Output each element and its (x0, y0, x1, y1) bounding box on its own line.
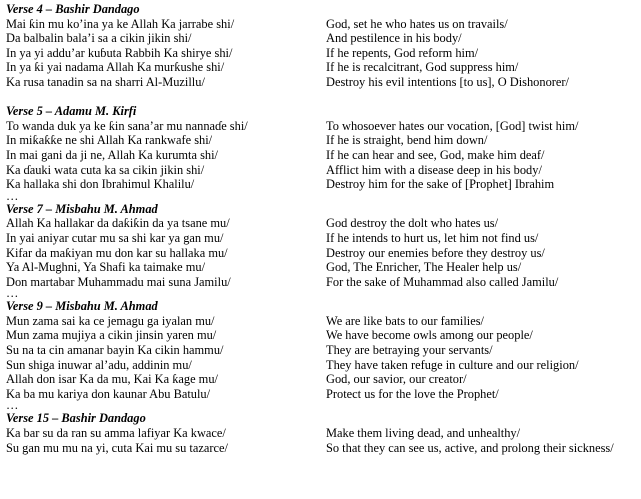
hausa-text: Allah don isar Ka da mu, Kai Ka ƙage mu/ (6, 372, 218, 387)
english-translation: We are like bats to our families/ (326, 313, 484, 328)
english-translation: We have become owls among our people/ (326, 328, 533, 343)
hausa-text: In mai gani da ji ne, Allah Ka kurumta shi/ (6, 147, 218, 162)
hausa-text: Don martabar Muhammadu mai suna Jamilu/ (6, 274, 231, 289)
english-translation: Make them living dead, and unhealthy/ (326, 426, 521, 441)
hausa-text: Ka ba mu kariya don kaunar Abu Batulu/ (6, 386, 211, 401)
hausa-text: Su na ta cin amanar bayin Ka cikin hammu/ (6, 343, 224, 358)
verse-line (6, 314, 639, 329)
ellipsis: … (6, 188, 19, 203)
english-translation: Protect us for the love the Prophet/ (326, 386, 499, 401)
english-translation: And pestilence in his body/ (326, 31, 462, 46)
hausa-text: In miƙaƙƙe ne shi Allah Ka rankwafe shi/ (6, 133, 213, 148)
verse-line (6, 31, 639, 46)
hausa-text: To wanda duk ya ke ƙin sana’ar mu nannaɗe shi/ (6, 118, 248, 133)
verse-line (6, 246, 639, 261)
hausa-text: Kifar da maƙiyan mu don kar su hallaka mu/ (6, 245, 228, 260)
english-translation: Destroy him for the sake of [Prophet] Ibrahim (326, 177, 555, 192)
english-translation: If he intends to hurt us, let him not find us/ (326, 230, 539, 245)
verse-line (6, 177, 639, 192)
english-translation: They have taken refuge in culture and our religion/ (326, 357, 579, 372)
english-translation: So that they can see us, active, and prolong their sickness/ (326, 440, 614, 455)
english-translation: To whosoever hates our vocation, [God] twist him/ (326, 118, 579, 133)
hausa-text: Ka rusa tanadin sa na sharri Al-Muzillu/ (6, 74, 205, 89)
english-translation: Destroy his evil intentions [to us], O Dishonorer/ (326, 74, 569, 89)
english-translation: God, set he who hates us on travails/ (326, 16, 508, 31)
english-translation: If he can hear and see, God, make him deaf/ (326, 147, 545, 162)
verse-line (6, 260, 639, 275)
verse-line (6, 60, 639, 75)
english-translation: God, our savior, our creator/ (326, 372, 467, 387)
hausa-text: Su gan mu mu na yi, cuta Kai mu su tazarce/ (6, 440, 228, 455)
verse-heading: Verse 9 – Misbahu M. Ahmad (6, 299, 158, 314)
blank-line (6, 90, 639, 105)
english-translation: If he repents, God reform him/ (326, 45, 479, 60)
hausa-text: Ka ɗauki wata cuta ka sa cikin jikin shi/ (6, 162, 205, 177)
hausa-text: Sun shiga inuwar al’adu, addinin mu/ (6, 357, 192, 372)
verse-line (6, 372, 639, 387)
english-translation: For the sake of Muhammad also called Jamilu/ (326, 274, 559, 289)
verse-heading: Verse 5 – Adamu M. Kirfi (6, 104, 137, 119)
hausa-text: Mun zama mujiya a cikin jinsin yaren mu/ (6, 328, 217, 343)
english-translation: Destroy our enemies before they destroy us/ (326, 245, 545, 260)
verse-line (6, 46, 639, 61)
verse-line (6, 441, 639, 456)
verse-line (6, 343, 639, 358)
verse-heading: Verse 4 – Bashir Dandago (6, 2, 140, 16)
poem-document (6, 2, 639, 455)
hausa-text: In ya yi addu’ar kuɓuta Rabbih Ka shirye shi/ (6, 45, 233, 60)
verse-line (6, 216, 639, 231)
english-translation: If he is straight, bend him down/ (326, 133, 488, 148)
verse-line (6, 75, 639, 90)
hausa-text: Da balbalin bala’i sa a cikin jikin shi/ (6, 31, 192, 46)
hausa-text: Ka hallaka shi don Ibrahimul Khalilu/ (6, 177, 195, 192)
hausa-text: In yai aniyar cutar mu sa shi kar ya gan mu/ (6, 230, 224, 245)
english-translation: If he is recalcitrant, God suppress him/ (326, 60, 519, 75)
verse-line (6, 275, 639, 290)
hausa-text: Ka bar su da ran su amma lafiyar Ka kwace/ (6, 426, 226, 441)
english-translation: Afflict him with a disease deep in his body/ (326, 162, 542, 177)
hausa-text: Ya Al-Mughni, Ya Shafi ka taimake mu/ (6, 260, 206, 275)
ellipsis: … (6, 286, 19, 301)
verse-line (6, 231, 639, 246)
ellipsis: … (6, 398, 19, 413)
verse-line (6, 133, 639, 148)
verse-line (6, 328, 639, 343)
hausa-text: Allah Ka hallakar da daƙiƙin da ya tsane mu/ (6, 216, 230, 231)
verse-line (6, 148, 639, 163)
verse-heading: Verse 7 – Misbahu M. Ahmad (6, 201, 158, 216)
hausa-text: In ya ƙi yai nadama Allah Ka murƙushe shi/ (6, 60, 225, 75)
hausa-text: Mun zama sai ka ce jemagu ga iyalan mu/ (6, 313, 215, 328)
hausa-text: Mai ƙin mu ko’ina ya ke Allah Ka jarrabe shi/ (6, 16, 235, 31)
verse-line (6, 387, 639, 402)
verse-heading: Verse 15 – Bashir Dandago (6, 411, 146, 426)
verse-line (6, 17, 639, 32)
verse-line (6, 119, 639, 134)
english-translation: They are betraying your servants/ (326, 343, 493, 358)
verse-line (6, 358, 639, 373)
english-translation: God, The Enricher, The Healer help us/ (326, 260, 522, 275)
verse-line (6, 426, 639, 441)
verse-line (6, 163, 639, 178)
english-translation: God destroy the dolt who hates us/ (326, 216, 499, 231)
